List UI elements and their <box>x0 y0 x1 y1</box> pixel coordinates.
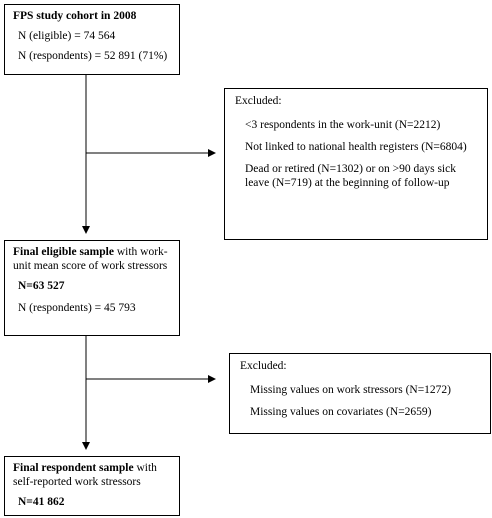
excluded-2-title: Excluded: <box>240 360 287 372</box>
eligible-sample-title-rest: with work-unit mean score of work stressors <box>13 246 168 272</box>
excluded-2-item-2: Missing values on covariates (N=2659) <box>250 406 432 418</box>
excluded-1-item-2: Not linked to national health registers (N=6804) <box>245 141 467 153</box>
eligible-sample-n: N=63 527 <box>18 280 65 292</box>
respondent-sample-n: N=41 862 <box>18 496 65 508</box>
cohort-respondents: N (respondents) = 52 891 (71%) <box>18 50 168 62</box>
excluded-2-item-1: Missing values on work stressors (N=1272) <box>250 384 452 396</box>
eligible-sample-title <box>13 245 171 273</box>
eligible-sample-title-bold: Final eligible sample <box>13 246 114 258</box>
cohort-eligible: N (eligible) = 74 564 <box>18 30 116 42</box>
respondent-sample-box <box>4 456 180 516</box>
respondent-sample-title-rest: with self-reported work stressors <box>13 462 157 488</box>
respondent-sample-title <box>13 461 171 489</box>
excluded-box-2 <box>229 353 491 434</box>
excluded-1-item-1: <3 respondents in the work-unit (N=2212) <box>245 119 441 131</box>
excluded-1-title: Excluded: <box>235 95 282 107</box>
respondent-sample-title-bold: Final respondent sample <box>13 462 134 474</box>
cohort-title: FPS study cohort in 2008 <box>13 10 137 22</box>
cohort-box <box>4 4 180 75</box>
excluded-box-1 <box>224 88 488 240</box>
excluded-1-item-3: Dead or retired (N=1302) or on >90 days sick leave (N=719) at the beginning of follow-up <box>245 163 456 189</box>
eligible-sample-respondents: N (respondents) = 45 793 <box>18 302 136 314</box>
eligible-sample-box <box>4 240 180 336</box>
